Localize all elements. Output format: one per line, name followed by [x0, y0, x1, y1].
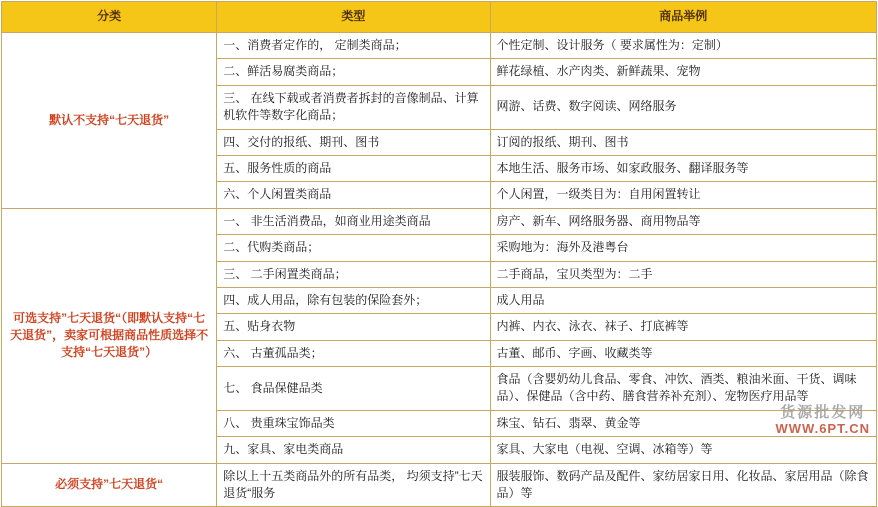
example-cell: 个人闲置，一级类目为：自用闲置转让 — [490, 182, 876, 208]
column-header-type: 类型 — [217, 2, 490, 33]
example-cell: 食品（含婴奶幼儿食品、零食、冲饮、酒类、粮油米面、干货、调味品）、保健品（含中药、膳食营养补充剂）、宠物医疗用品等 — [490, 367, 876, 411]
type-cell: 五、贴身衣物 — [217, 314, 490, 340]
table-body — [2, 33, 877, 507]
table-header-row — [2, 2, 877, 33]
page-container — [0, 1, 878, 501]
column-header-example: 商品举例 — [490, 2, 876, 33]
category-cell-optional-support: 可选支持”七天退货“（即默认支持“七天退货”，卖家可根据商品性质选择不支持“七天退货”） — [2, 208, 217, 463]
example-cell: 内裤、内衣、泳衣、袜子、打底裤等 — [490, 314, 876, 340]
type-cell: 二、鲜活易腐类商品； — [217, 59, 490, 85]
watermark-site-name: 货源批发网 — [780, 404, 866, 422]
seven-day-return-policy-table — [1, 1, 877, 507]
type-cell: 一、 非生活消费品，如商业用途类商品 — [217, 208, 490, 234]
example-cell: 网游、话费、数字阅读、网络服务 — [490, 85, 876, 129]
type-cell: 七、 食品保健品类 — [217, 367, 490, 411]
example-cell: 本地生活、服务市场、如家政服务、翻译服务等 — [490, 155, 876, 181]
type-cell: 四、成人用品，除有包装的保险套外； — [217, 287, 490, 313]
example-cell: 采购地为：海外及港粤台 — [490, 235, 876, 261]
table-row — [2, 33, 877, 59]
example-cell: 个性定制、设计服务（ 要求属性为：定制） — [490, 33, 876, 59]
type-cell: 二、代购类商品； — [217, 235, 490, 261]
type-cell: 除以上十五类商品外的所有品类， 均须支持”七天退货“服务 — [217, 463, 490, 507]
category-cell-no-support: 默认不支持“七天退货” — [2, 33, 217, 209]
example-cell: 二手商品，宝贝类型为：二手 — [490, 261, 876, 287]
table-row — [2, 208, 877, 234]
example-cell: 房产、新车、网络服务器、商用物品等 — [490, 208, 876, 234]
type-cell: 三、 在线下载或者消费者拆封的音像制品、计算机软件等数字化商品； — [217, 85, 490, 129]
example-cell: 鲜花绿植、水产肉类、新鲜蔬果、宠物 — [490, 59, 876, 85]
type-cell: 六、 古董孤品类； — [217, 340, 490, 366]
watermark-site-url: WWW.6PT.CN — [775, 420, 870, 436]
type-cell: 八、 贵重珠宝饰品类 — [217, 410, 490, 436]
type-cell: 三、 二手闲置类商品； — [217, 261, 490, 287]
type-cell: 九、家具、家电类商品 — [217, 437, 490, 463]
example-cell: 成人用品 — [490, 287, 876, 313]
table-row — [2, 463, 877, 507]
column-header-category: 分类 — [2, 2, 217, 33]
type-cell: 五、服务性质的商品 — [217, 155, 490, 181]
example-cell: 订阅的报纸、期刊、图书 — [490, 129, 876, 155]
type-cell: 六、个人闲置类商品 — [217, 182, 490, 208]
example-cell: 古董、邮币、字画、收藏类等 — [490, 340, 876, 366]
category-cell-must-support: 必须支持”七天退货“ — [2, 463, 217, 507]
example-cell: 家具、大家电（电视、空调、冰箱等）等 — [490, 437, 876, 463]
example-cell: 服装服饰、数码产品及配件、家纺居家日用、化妆品、家居用品（除食品）等 — [490, 463, 876, 507]
example-cell: 珠宝、钻石、翡翠、黄金等 — [490, 410, 876, 436]
table-header — [2, 2, 877, 33]
type-cell: 四、交付的报纸、期刊、图书 — [217, 129, 490, 155]
type-cell: 一、消费者定作的， 定制类商品； — [217, 33, 490, 59]
